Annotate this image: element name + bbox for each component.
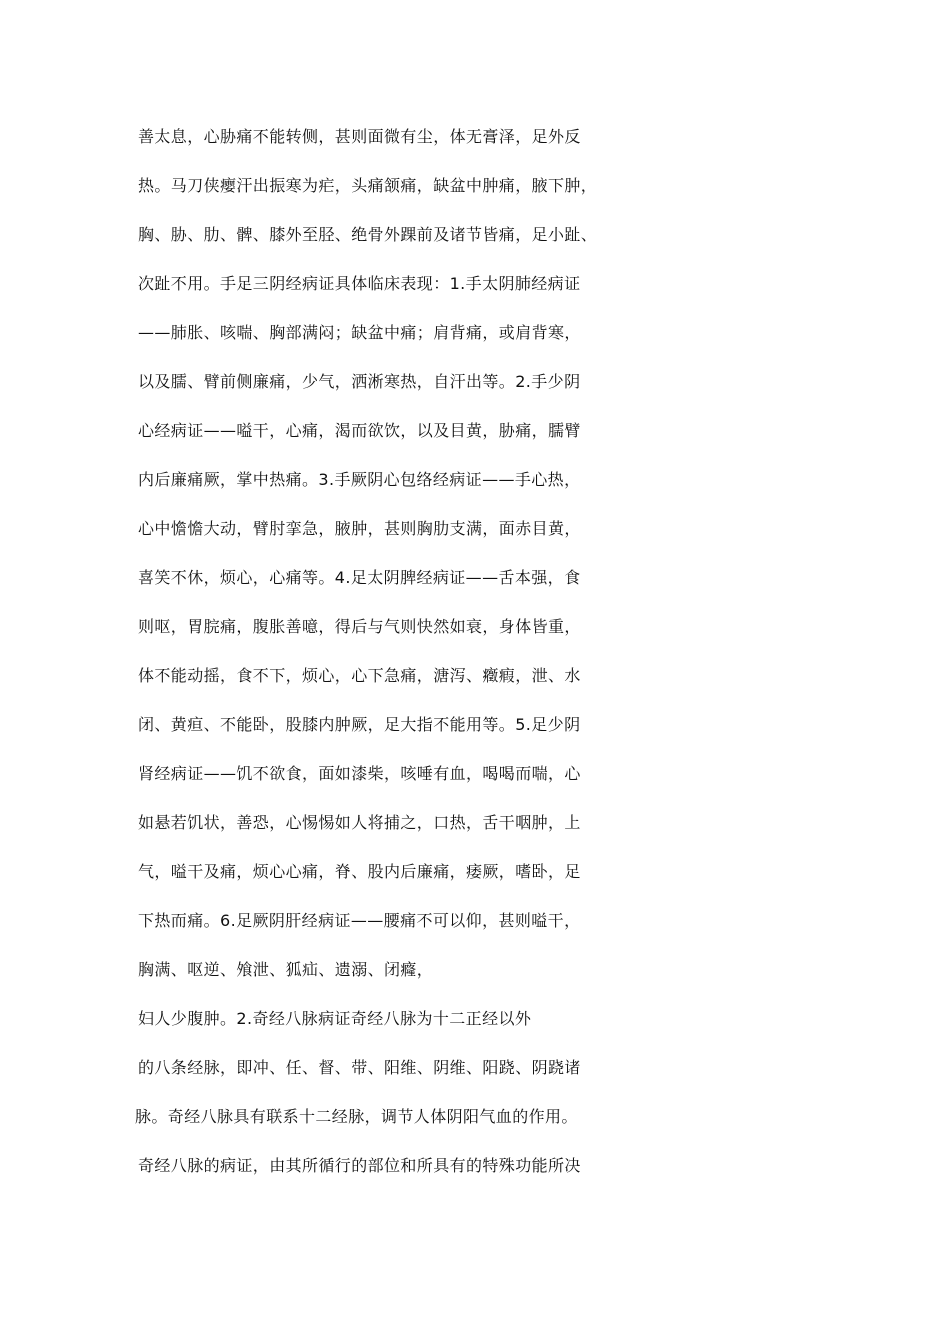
text-line: 胸、胁、肋、髀、膝外至胫、绝骨外踝前及诸节皆痛，足小趾、 xyxy=(138,225,598,244)
text-line: 脉。奇经八脉具有联系十二经脉，调节人体阴阳气血的作用。 xyxy=(135,1107,578,1126)
text-line: 奇经八脉的病证，由其所循行的部位和所具有的特殊功能所决 xyxy=(138,1156,581,1175)
text-line: 闭、黄疸、不能卧，股膝内肿厥，足大指不能用等。5.足少阴 xyxy=(138,715,581,734)
text-line: 喜笑不休，烦心，心痛等。4.足太阴脾经病证——舌本强，食 xyxy=(138,568,581,587)
text-line: 下热而痛。6.足厥阴肝经病证——腰痛不可以仰，甚则嗌干， xyxy=(138,911,581,930)
text-line: 肾经病证——饥不欲食，面如漆柴，咳唾有血，喝喝而喘，心 xyxy=(138,764,581,783)
text-line: 妇人少腹肿。2.奇经八脉病证奇经八脉为十二正经以外 xyxy=(138,1009,532,1028)
body-text xyxy=(135,112,838,1190)
text-line: 如悬若饥状，善恐，心惕惕如人将捕之，口热，舌干咽肿，上 xyxy=(138,813,581,832)
text-line: 则呕，胃脘痛，腹胀善噫，得后与气则快然如衰，身体皆重， xyxy=(138,617,581,636)
text-line: 胸满、呕逆、飧泄、狐疝、遗溺、闭癃， xyxy=(138,960,434,979)
text-line: 气，嗌干及痛，烦心心痛，脊、股内后廉痛，痿厥，嗜卧，足 xyxy=(138,862,581,881)
text-line: 心经病证——嗌干，心痛，渴而欲饮，以及目黄，胁痛，臑臂 xyxy=(138,421,581,440)
text-line: 以及臑、臂前侧廉痛，少气，洒淅寒热，自汗出等。2.手少阴 xyxy=(138,372,581,391)
text-line: 的八条经脉，即冲、任、督、带、阳维、阴维、阳跷、阴跷诸 xyxy=(138,1058,581,1077)
text-line: 体不能动摇，食不下，烦心，心下急痛，溏泻、癥瘕，泄、水 xyxy=(138,666,581,685)
text-line: 内后廉痛厥，掌中热痛。3.手厥阴心包络经病证——手心热， xyxy=(138,470,581,489)
text-line: ——肺胀、咳喘、胸部满闷；缺盆中痛；肩背痛，或肩背寒， xyxy=(138,323,581,342)
text-line: 善太息，心胁痛不能转侧，甚则面微有尘，体无膏泽，足外反 xyxy=(138,127,581,146)
text-line: 次趾不用。手足三阴经病证具体临床表现：1.手太阴肺经病证 xyxy=(138,274,581,293)
text-line: 热。马刀侠瘿汗出振寒为疟，头痛颔痛，缺盆中肿痛，腋下肿， xyxy=(138,176,598,195)
text-line: 心中憺憺大动，臂肘挛急，腋肿，甚则胸肋支满，面赤目黄， xyxy=(138,519,581,538)
